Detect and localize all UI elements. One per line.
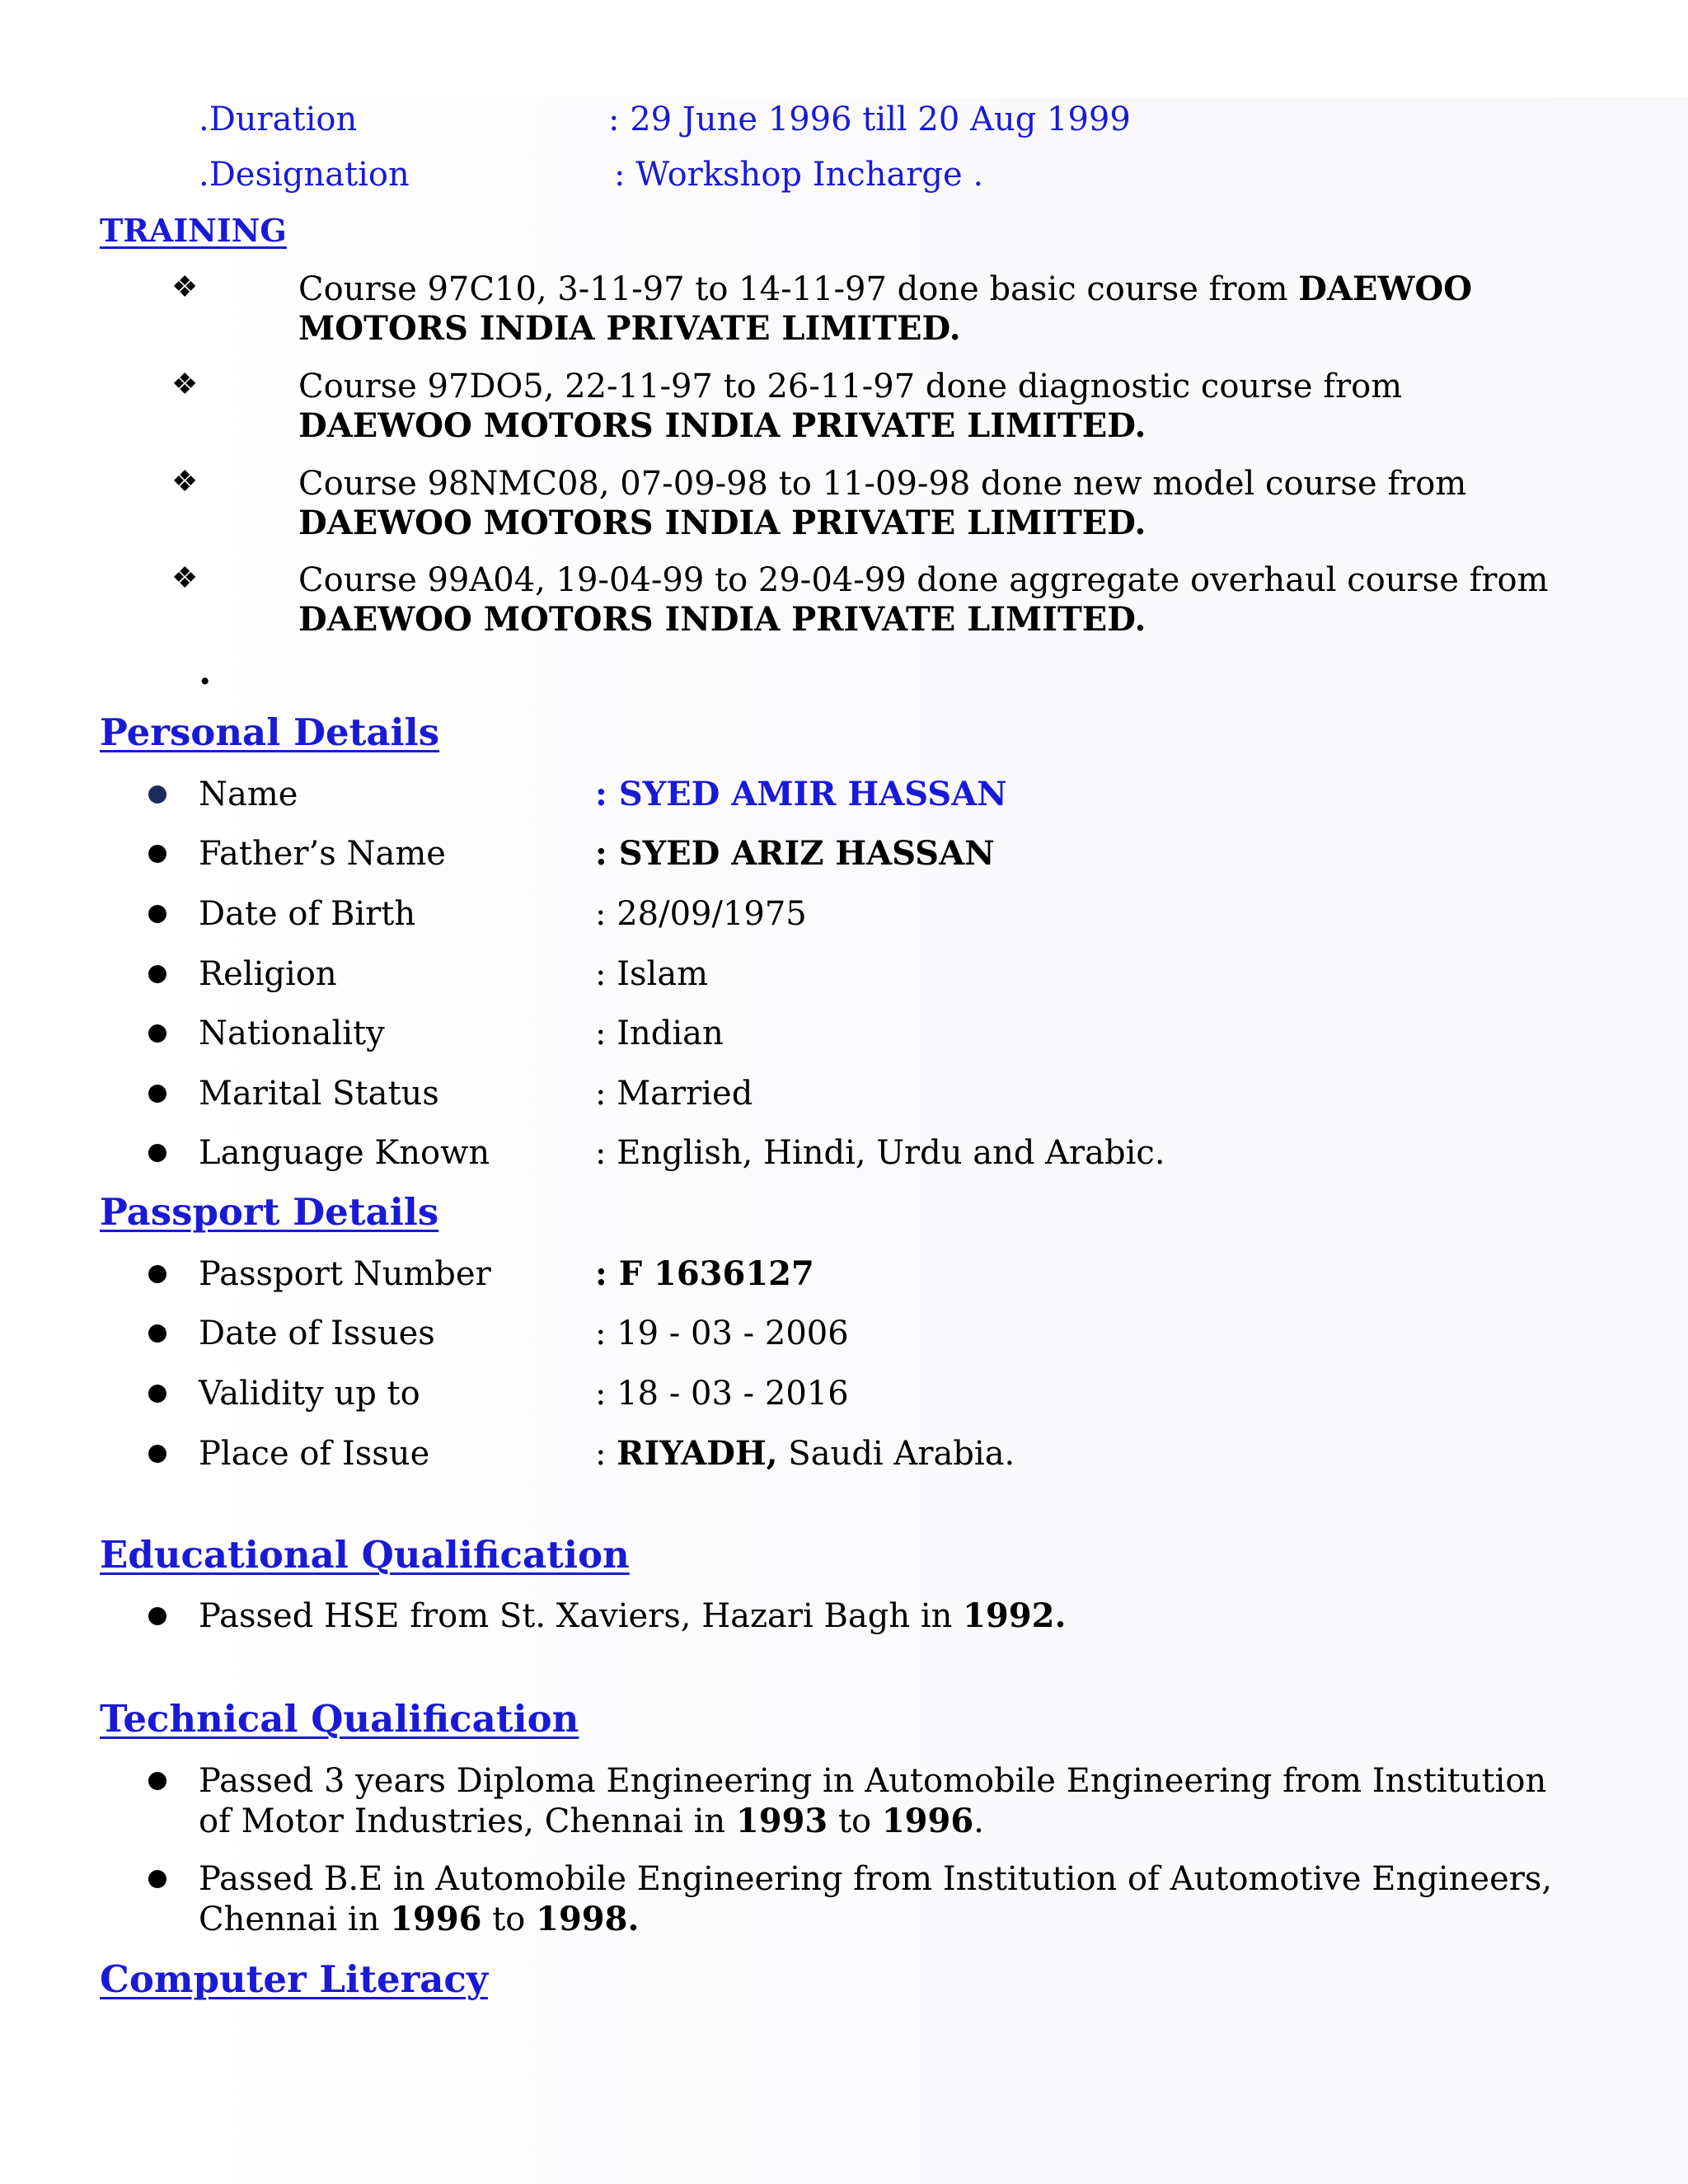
designation-value: : Workshop Incharge . (614, 156, 984, 194)
training-course-1 (298, 269, 1472, 309)
bullet-icon (148, 1324, 166, 1343)
bullet-icon (148, 905, 166, 923)
bullet-icon (148, 1085, 166, 1103)
course-text: Course 97C10, 3-11-97 to 14-11-97 done basic course from (298, 270, 1299, 308)
passport-label-number: Passport Number (199, 1255, 491, 1293)
bullet-icon (148, 1870, 166, 1888)
personal-label-religion: Religion (199, 955, 337, 993)
passport-label-validity: Validity up to (199, 1375, 420, 1413)
personal-label-father: Father’s Name (199, 835, 446, 873)
personal-label-name: Name (199, 776, 298, 813)
technical-item-to: 1998. (536, 1900, 640, 1938)
bullet-icon (148, 1265, 166, 1283)
bullet-icon (148, 785, 166, 804)
personal-label-marital: Marital Status (199, 1075, 439, 1113)
personal-details-heading: Personal Details (100, 710, 440, 754)
passport-value-validity: : 18 - 03 - 2016 (595, 1375, 849, 1413)
technical-item-from: 1996 (390, 1900, 482, 1938)
technical-item-text: Chennai in (199, 1900, 391, 1938)
passport-value-number: : F 1636127 (595, 1254, 814, 1293)
bullet-icon (148, 1144, 166, 1162)
personal-value-marital: : Married (595, 1075, 753, 1113)
training-course-2: Course 97DO5, 22-11-97 to 26-11-97 done diagnostic course from (298, 368, 1403, 405)
personal-value-language: : English, Hindi, Urdu and Arabic. (595, 1134, 1165, 1172)
training-course-4: Course 99A04, 19-04-99 to 29-04-99 done aggregate overhaul course from (298, 561, 1549, 599)
technical-item-text: of Motor Industries, Chennai in (199, 1802, 736, 1840)
training-course-2-company: DAEWOO MOTORS INDIA PRIVATE LIMITED. (298, 406, 1146, 445)
technical-qualification-heading: Technical Qualification (100, 1697, 579, 1741)
training-course-3: Course 98NMC08, 07-09-98 to 11-09-98 done new model course from (298, 465, 1467, 503)
place-city: RIYADH, (617, 1434, 778, 1473)
technical-item-1-line2 (199, 1802, 984, 1841)
personal-value-nationality: : Indian (595, 1015, 724, 1052)
trailing-mark: . (199, 651, 212, 693)
passport-details-heading: Passport Details (100, 1190, 439, 1234)
bullet-icon (148, 965, 166, 983)
personal-value-dob: : 28/09/1975 (595, 895, 807, 933)
technical-item-1-line1: Passed 3 years Diploma Engineering in Automobile Engineering from Institution (199, 1762, 1547, 1800)
duration-label: .Duration (199, 101, 358, 138)
education-text: Passed HSE from St. Xaviers, Hazari Bagh in (199, 1597, 964, 1635)
passport-label-issue-date: Date of Issues (199, 1315, 435, 1352)
bullet-icon (148, 1445, 166, 1463)
designation-label: .Designation (199, 156, 410, 194)
bullet-icon (148, 1607, 166, 1625)
bullet-icon (148, 1385, 166, 1403)
personal-label-dob: Date of Birth (199, 895, 416, 933)
computer-literacy-heading: Computer Literacy (100, 1957, 488, 2001)
technical-item-to: 1996 (881, 1802, 974, 1840)
passport-value-place (595, 1434, 1015, 1474)
duration-value: : 29 June 1996 till 20 Aug 1999 (608, 101, 1131, 138)
training-course-1-company: MOTORS INDIA PRIVATE LIMITED. (298, 309, 961, 348)
training-heading: TRAINING (100, 212, 287, 249)
technical-item-to-word: to (481, 1900, 537, 1938)
educational-qualification-heading: Educational Qualification (100, 1533, 630, 1577)
personal-value-father: : SYED ARIZ HASSAN (595, 834, 995, 873)
diamond-bullet-icon: ❖ (171, 368, 199, 401)
bullet-icon (148, 845, 166, 863)
personal-label-language: Language Known (199, 1134, 490, 1172)
personal-label-nationality: Nationality (199, 1015, 385, 1052)
technical-item-to-word: to (828, 1802, 882, 1840)
bullet-icon (148, 1024, 166, 1043)
personal-value-religion: : Islam (595, 955, 709, 993)
diamond-bullet-icon: ❖ (171, 270, 199, 304)
technical-item-2-line2 (199, 1900, 639, 1939)
place-colon: : (595, 1435, 617, 1473)
diamond-bullet-icon: ❖ (171, 561, 199, 595)
education-year: 1992. (963, 1596, 1067, 1635)
passport-label-place: Place of Issue (199, 1435, 430, 1473)
education-item (199, 1596, 1066, 1636)
training-course-4-company: DAEWOO MOTORS INDIA PRIVATE LIMITED. (298, 600, 1146, 639)
technical-item-2-line1: Passed B.E in Automobile Engineering from Institution of Automotive Engineers, (199, 1860, 1553, 1898)
technical-item-from: 1993 (735, 1802, 828, 1840)
passport-value-issue-date: : 19 - 03 - 2006 (595, 1315, 849, 1352)
training-course-3-company: DAEWOO MOTORS INDIA PRIVATE LIMITED. (298, 504, 1146, 542)
diamond-bullet-icon: ❖ (171, 465, 199, 499)
bullet-icon (148, 1772, 166, 1790)
place-country: Saudi Arabia. (777, 1435, 1015, 1473)
course-company: DAEWOO (1298, 269, 1473, 308)
personal-value-name: : SYED AMIR HASSAN (595, 775, 1007, 813)
technical-item-end: . (973, 1802, 984, 1840)
